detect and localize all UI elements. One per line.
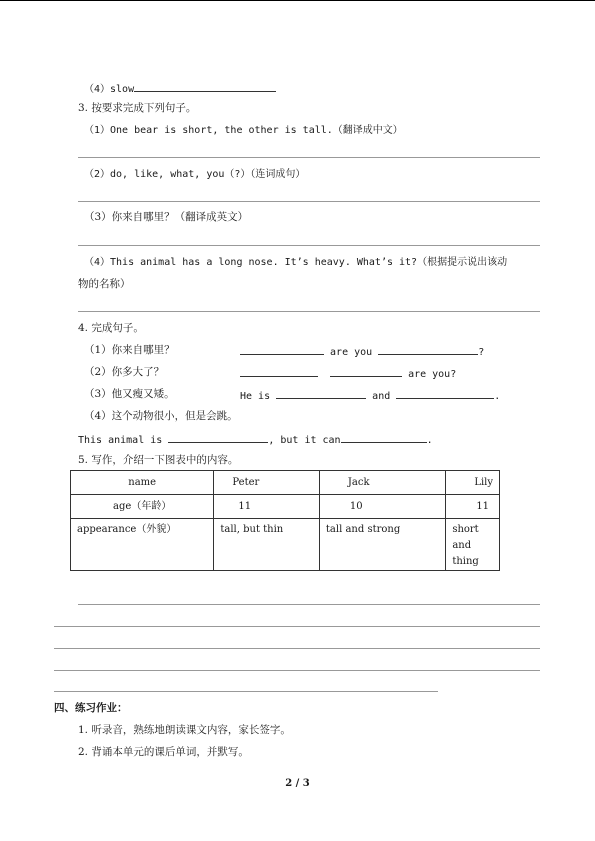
sentence-fragment: ?: [478, 347, 485, 358]
answer-line[interactable]: [78, 245, 540, 246]
table-cell: Peter: [214, 471, 320, 495]
sentence-fragment: .: [494, 391, 501, 402]
section4-r1-chinese: （1）你来自哪里？: [84, 344, 175, 356]
table-cell: tall, but thin: [214, 519, 320, 571]
answer-blank[interactable]: [378, 344, 478, 355]
section3-q4-line1: （4）This animal has a long nose. It’s heavy. What’s it?（根据提示说出该动: [84, 257, 508, 268]
writing-line[interactable]: [54, 691, 438, 692]
section3-q4-line2: 物的名称）: [78, 278, 131, 290]
table-cell: Lily: [446, 471, 500, 495]
section4-heading: 4. 完成句子。: [78, 322, 144, 334]
writing-line[interactable]: [54, 670, 540, 671]
table-cell: 11: [214, 495, 320, 519]
homework-item-2: 2. 背诵本单元的课后单词，并默写。: [78, 746, 249, 758]
section4-r3-answer: [240, 388, 500, 403]
answer-blank[interactable]: [276, 388, 366, 399]
section4-r2-chinese: （2）你多大了？: [84, 366, 165, 378]
section3-q1: （1）One bear is short, the other is tall.（翻译成中文）: [84, 125, 403, 136]
answer-blank[interactable]: [134, 81, 276, 92]
answer-line[interactable]: [78, 157, 540, 158]
sentence-fragment: , but it can: [268, 435, 341, 446]
table-header-row: [71, 471, 500, 495]
page-top-rule: [0, 0, 595, 1]
table-row: [71, 495, 500, 519]
sentence-fragment: are you: [330, 347, 373, 358]
answer-blank[interactable]: [168, 432, 268, 443]
table-cell: name: [71, 471, 214, 495]
writing-line[interactable]: [54, 648, 540, 649]
table-cell: 10: [319, 495, 445, 519]
exercise-item-slow: [84, 81, 276, 96]
table-cell: Jack: [319, 471, 445, 495]
table-cell: age（年龄）: [71, 495, 214, 519]
table-cell: 11: [446, 495, 500, 519]
homework-heading: 四、练习作业：: [54, 702, 128, 714]
writing-line[interactable]: [54, 626, 540, 627]
exercise-item-text: （4）slow: [84, 84, 135, 95]
sentence-fragment: This animal is: [78, 435, 163, 446]
section3-q2: （2）do, like, what, you（?）（连词成句）: [84, 169, 306, 180]
writing-line[interactable]: [78, 604, 540, 605]
table-cell: tall and strong: [319, 519, 445, 571]
answer-line[interactable]: [78, 311, 540, 312]
answer-blank[interactable]: [330, 366, 402, 377]
table-cell: appearance（外貌）: [71, 519, 214, 571]
sentence-fragment: are you?: [408, 369, 457, 380]
sentence-fragment: .: [426, 435, 433, 446]
section4-r3-chinese: （3）他又瘦又矮。: [84, 388, 175, 400]
section3-q3: （3）你来自哪里？（翻译成英文）: [84, 211, 249, 223]
section4-r4-answer: [78, 432, 433, 447]
table-row: [71, 519, 500, 571]
table-cell: short and thing: [446, 519, 500, 571]
section5-heading: 5. 写作，介绍一下图表中的内容。: [78, 454, 239, 466]
info-table: [70, 470, 500, 571]
section3-heading: 3. 按要求完成下列句子。: [78, 102, 197, 114]
sentence-fragment: and: [372, 391, 391, 402]
answer-blank[interactable]: [240, 366, 318, 377]
homework-item-1: 1. 听录音，熟练地朗读课文内容，家长签字。: [78, 724, 291, 736]
answer-line[interactable]: [78, 201, 540, 202]
section4-r1-answer: [240, 344, 484, 359]
page-number: 2 / 3: [285, 778, 310, 789]
answer-blank[interactable]: [341, 432, 427, 443]
sentence-fragment: He is: [240, 391, 271, 402]
section4-r2-answer: [240, 366, 456, 381]
section4-r4-chinese: （4）这个动物很小，但是会跳。: [84, 410, 238, 422]
answer-blank[interactable]: [396, 388, 494, 399]
answer-blank[interactable]: [240, 344, 324, 355]
